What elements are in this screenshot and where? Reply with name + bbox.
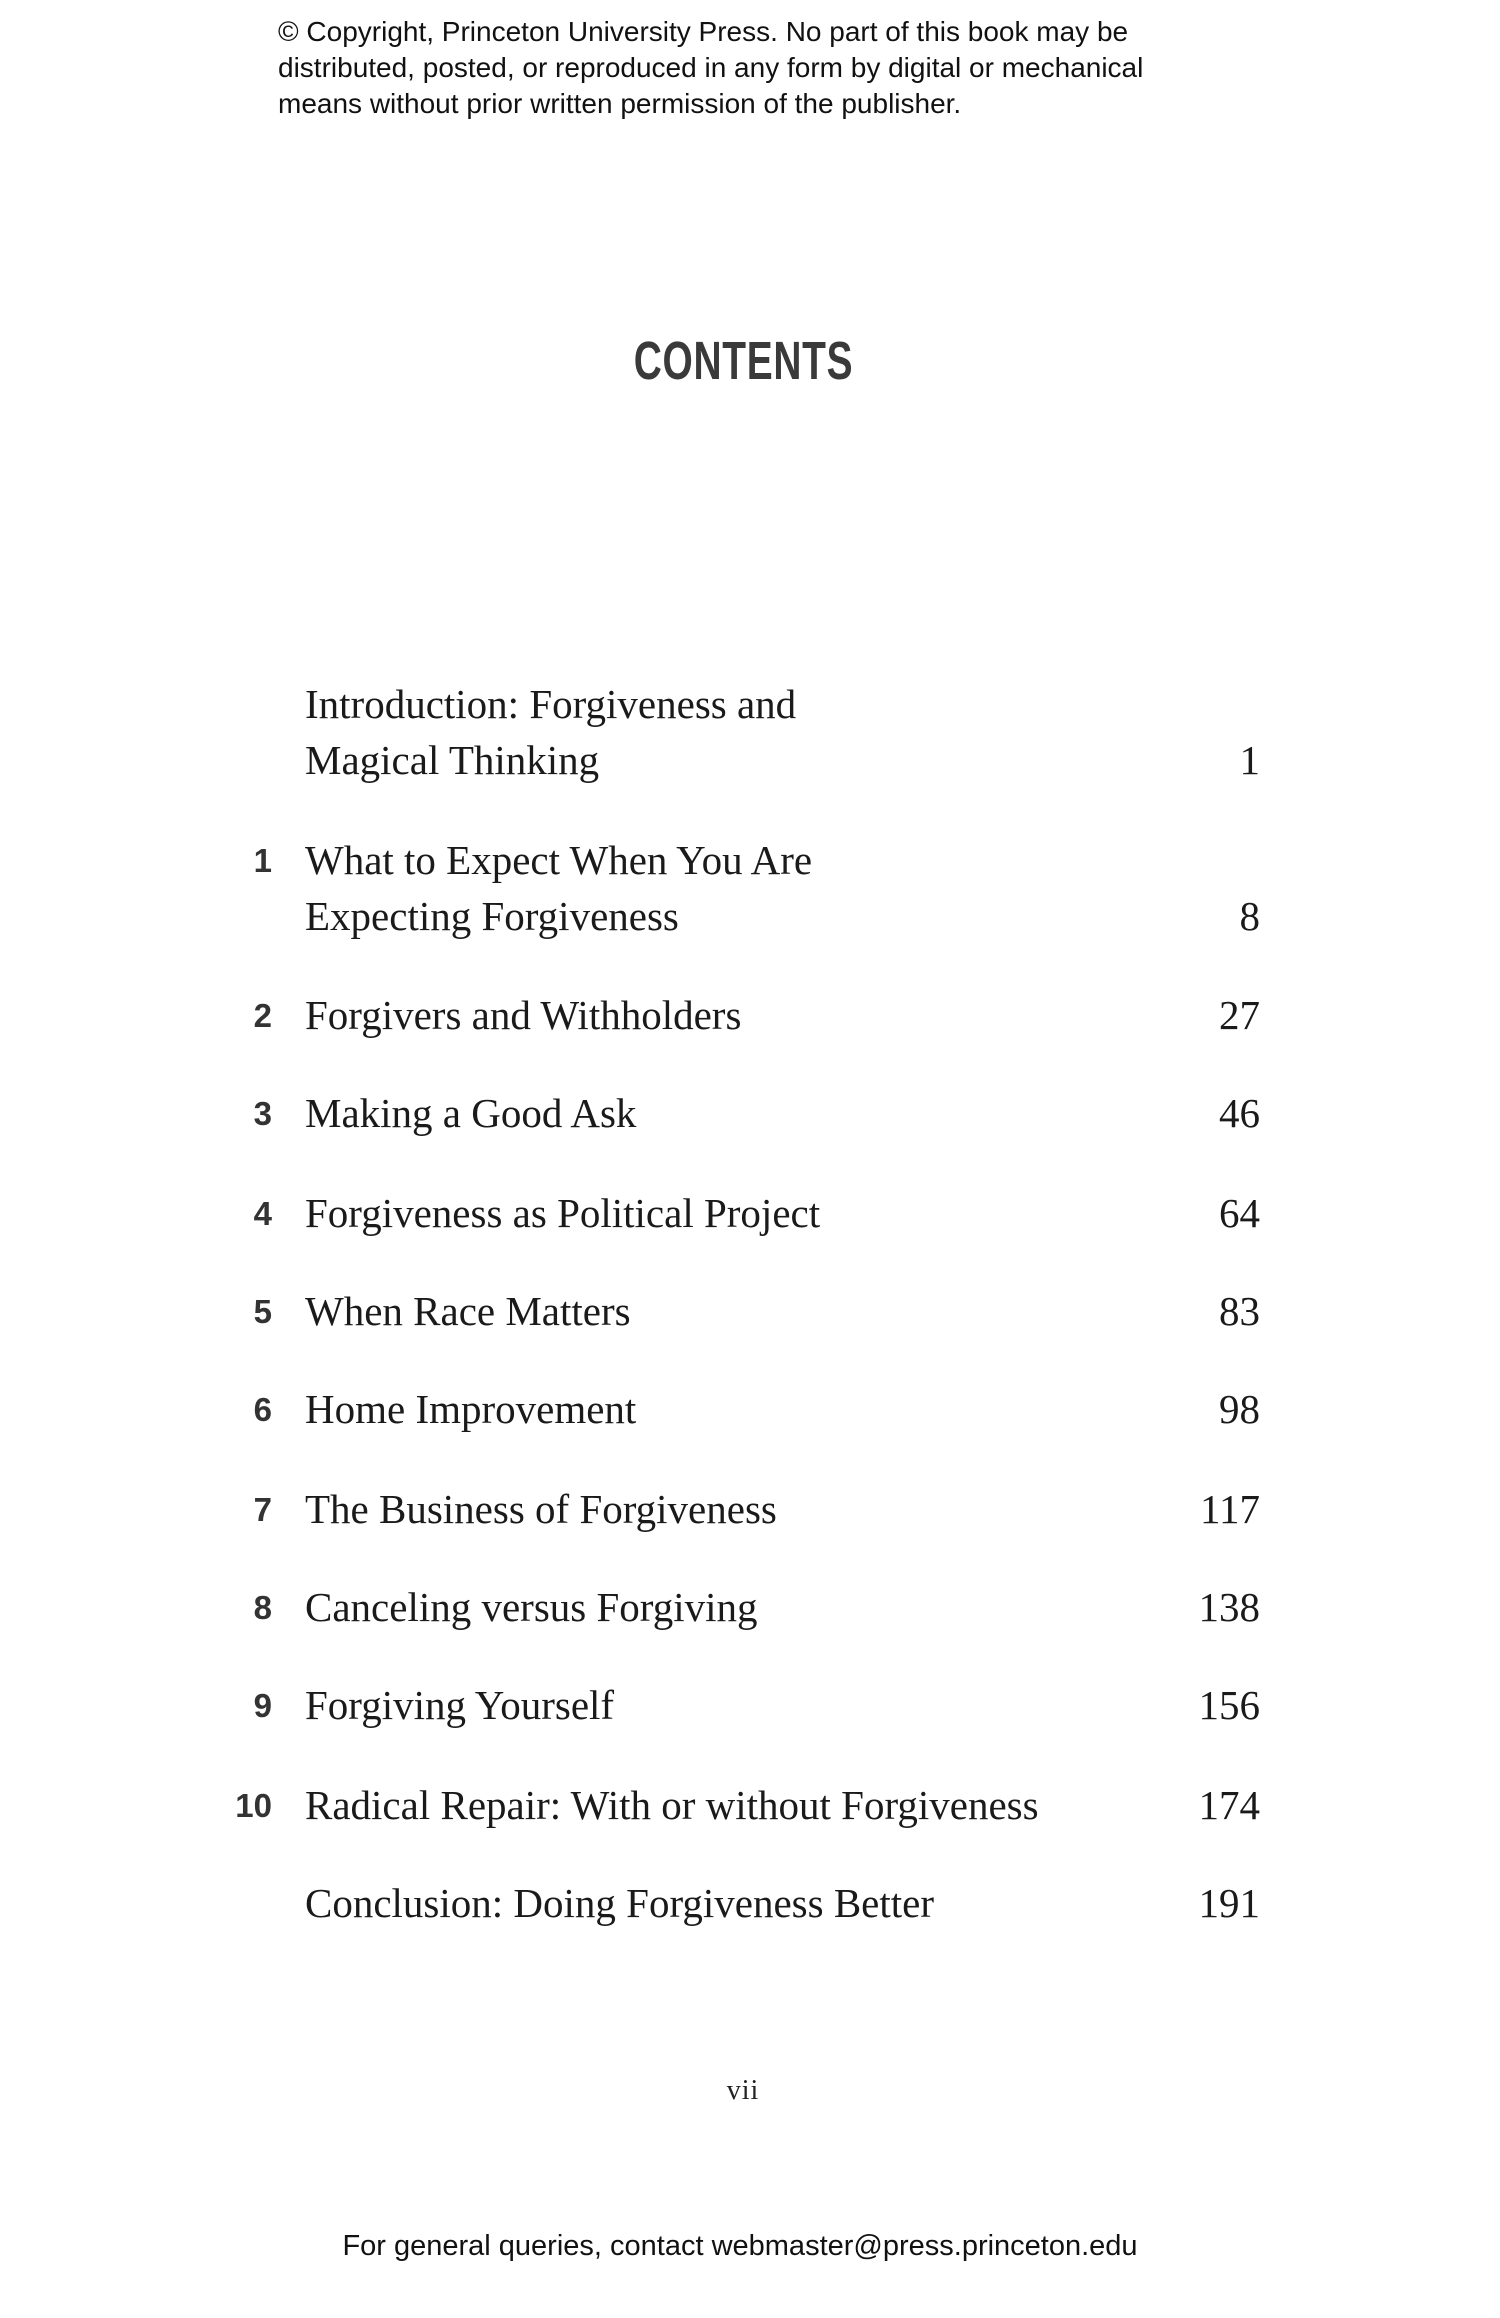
chapter-title (305, 1677, 614, 1733)
chapter-number: 5 (253, 1293, 272, 1330)
page-title (0, 330, 1486, 392)
chapter-title-line: Expecting Forgiveness (305, 893, 679, 939)
page-reference: 64 (1219, 1190, 1260, 1236)
chapter-title-line: What to Expect When You Are (305, 837, 813, 883)
page-reference: 27 (1219, 992, 1260, 1038)
chapter-title-line: Home Improvement (305, 1386, 637, 1432)
page-reference: 46 (1219, 1090, 1260, 1136)
chapter-title-line: Radical Repair: With or without Forgiveness (305, 1782, 1039, 1828)
chapter-title-line: Forgiveness as Political Project (305, 1190, 821, 1236)
footer-contact: For general queries, contact webmaster@press.princeton.edu (342, 2230, 1138, 2262)
chapter-number: 6 (253, 1391, 272, 1428)
chapter-title (305, 1085, 636, 1141)
page-reference: 138 (1198, 1584, 1260, 1630)
chapter-title (305, 1185, 820, 1241)
chapter-title (305, 832, 812, 944)
chapter-title-line: Forgiving Yourself (305, 1682, 615, 1728)
page-reference: 8 (1239, 893, 1260, 939)
chapter-title (305, 1381, 636, 1437)
copyright-line: © Copyright, Princeton University Press. No part of this book may be (278, 16, 1129, 47)
copyright-line: distributed, posted, or reproduced in any form by digital or mechanical (278, 52, 1144, 83)
page-title-text: CONTENTS (633, 331, 853, 391)
chapter-number: 10 (235, 1787, 272, 1824)
chapter-title (305, 1579, 757, 1635)
chapter-title-line: Conclusion: Doing Forgiveness Better (305, 1880, 935, 1926)
chapter-title-line: Forgivers and Withholders (305, 992, 742, 1038)
chapter-number: 1 (253, 842, 272, 879)
page-reference: 98 (1219, 1386, 1260, 1432)
page-reference: 117 (1200, 1486, 1260, 1532)
chapter-title (305, 987, 741, 1043)
chapter-title (305, 1481, 777, 1537)
chapter-title-line: Introduction: Forgiveness and (305, 681, 797, 727)
page-reference: 156 (1198, 1682, 1260, 1728)
chapter-number: 8 (253, 1589, 272, 1626)
chapter-title (305, 1283, 631, 1339)
chapter-title (305, 676, 796, 788)
chapter-number: 4 (253, 1195, 272, 1232)
page-reference: 1 (1239, 737, 1260, 783)
chapter-title-line: Canceling versus Forgiving (305, 1584, 758, 1630)
chapter-title-line: Magical Thinking (305, 737, 600, 783)
chapter-title-line: When Race Matters (305, 1288, 631, 1334)
chapter-title (305, 1875, 934, 1931)
page-reference: 191 (1198, 1880, 1260, 1926)
chapter-number: 9 (253, 1687, 272, 1724)
chapter-number: 7 (253, 1491, 272, 1528)
page-number: vii (726, 2075, 760, 2106)
chapter-number: 2 (253, 997, 272, 1034)
chapter-number: 3 (253, 1095, 272, 1132)
page-reference: 174 (1198, 1782, 1260, 1828)
copyright-notice (278, 14, 1143, 122)
chapter-title (305, 1777, 1039, 1833)
page-reference: 83 (1219, 1288, 1260, 1334)
chapter-title-line: Making a Good Ask (305, 1090, 637, 1136)
chapter-title-line: The Business of Forgiveness (305, 1486, 777, 1532)
copyright-line: means without prior written permission of the publisher. (278, 88, 962, 119)
